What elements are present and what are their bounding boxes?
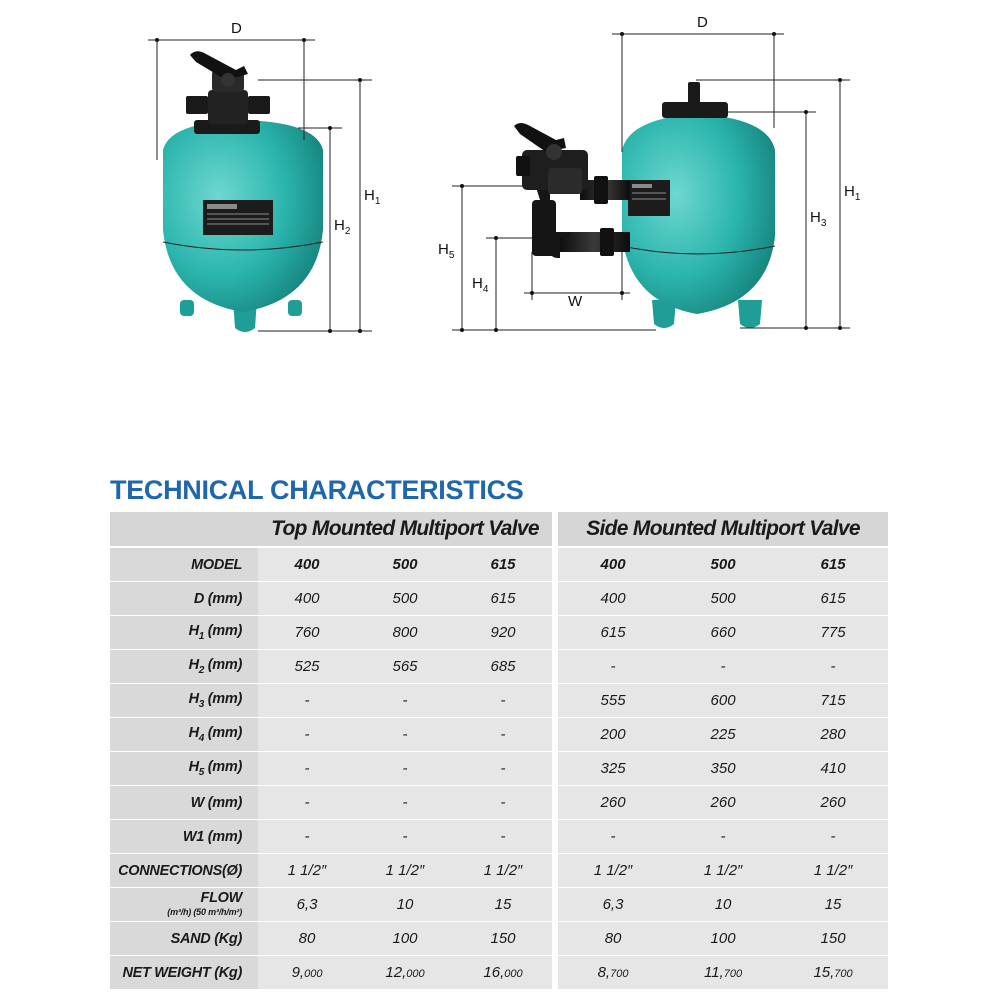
row-label — [110, 650, 258, 684]
dim-label-w: W — [568, 293, 583, 310]
table-cell: - — [454, 752, 552, 786]
table-cell: 615 — [558, 616, 668, 650]
table-cell: 500 — [356, 547, 454, 582]
row-label — [110, 616, 258, 650]
table-cell: 715 — [778, 684, 888, 718]
group-header-top-mounted: Top Mounted Multiport Valve — [258, 512, 552, 547]
row-label: NET WEIGHT (Kg) — [110, 956, 258, 990]
top-mounted-filter-illustration — [163, 51, 323, 332]
table-cell: 760 — [258, 616, 356, 650]
cell-value-small: 700 — [723, 968, 743, 980]
row-label — [110, 888, 258, 922]
row-label — [110, 684, 258, 718]
table-cell: - — [668, 820, 778, 854]
technical-characteristics-table — [110, 512, 888, 990]
row-label-subscript: 2 — [198, 664, 205, 676]
dim-label-h3-sub: 3 — [820, 218, 827, 229]
side-mounted-filter-illustration — [514, 82, 775, 328]
svg-text:H5 — [438, 241, 455, 261]
table-cell: 15 — [454, 888, 552, 922]
dim-label-h5: H — [438, 241, 449, 258]
table-row — [110, 888, 888, 922]
table-cell: 1 1/2″ — [668, 854, 778, 888]
svg-text:H1 — [364, 187, 381, 207]
table-cell: 1 1/2″ — [356, 854, 454, 888]
table-cell: 100 — [356, 922, 454, 956]
table-cell: 1 1/2″ — [454, 854, 552, 888]
table-cell: 555 — [558, 684, 668, 718]
table-cell: 565 — [356, 650, 454, 684]
table-cell: 260 — [558, 786, 668, 820]
dim-label-h5-sub: 5 — [448, 250, 455, 261]
dim-label-h1: H — [844, 183, 855, 200]
row-label: SAND (Kg) — [110, 922, 258, 956]
table-cell — [778, 956, 888, 990]
row-label-main: H — [188, 623, 199, 640]
row-label — [110, 718, 258, 752]
row-label: MODEL — [110, 547, 258, 582]
table-row — [110, 752, 888, 786]
svg-text:H3 — [810, 209, 827, 229]
row-label-main: H — [188, 759, 199, 776]
table-cell: 225 — [668, 718, 778, 752]
table-cell: - — [258, 752, 356, 786]
table-cell: - — [778, 650, 888, 684]
row-label: W1 (mm) — [110, 820, 258, 854]
cell-value-small: 700 — [610, 968, 629, 980]
table-cell: 280 — [778, 718, 888, 752]
table-cell: 1 1/2″ — [778, 854, 888, 888]
table-cell: 920 — [454, 616, 552, 650]
table-row — [110, 820, 888, 854]
table-cell: 615 — [778, 547, 888, 582]
dim-label-h1-sub: 1 — [374, 196, 381, 207]
dim-label-d: D — [231, 20, 242, 37]
section-title: TECHNICAL CHARACTERISTICS — [110, 475, 524, 505]
dim-label-h4-sub: 4 — [482, 284, 489, 295]
dim-label-h3: H — [810, 209, 821, 226]
row-label-unit: (mm) — [204, 725, 242, 742]
row-label: D (mm) — [110, 582, 258, 616]
table-cell: 325 — [558, 752, 668, 786]
dim-label-h2: H — [334, 217, 345, 234]
table-cell: 660 — [668, 616, 778, 650]
table-cell: - — [356, 820, 454, 854]
cell-value-main: 8, — [597, 964, 611, 981]
table-cell: - — [356, 752, 454, 786]
table-row — [110, 547, 888, 582]
cell-value-main: 15, — [813, 964, 835, 981]
row-label-unit: (mm) — [204, 691, 242, 708]
row-label-main: H — [188, 725, 199, 742]
row-label-unit: (mm) — [204, 623, 242, 640]
table-cell: - — [454, 820, 552, 854]
row-label-subscript: 3 — [198, 698, 205, 710]
table-cell: 525 — [258, 650, 356, 684]
table-cell: 615 — [778, 582, 888, 616]
table-cell: 600 — [668, 684, 778, 718]
table-cell: 150 — [778, 922, 888, 956]
table-cell: 150 — [454, 922, 552, 956]
cell-value-small: 000 — [304, 968, 323, 980]
table-cell: 400 — [558, 547, 668, 582]
row-label-subscript: 5 — [198, 766, 205, 778]
dim-label-h4: H — [472, 275, 483, 292]
product-figures — [0, 0, 1000, 470]
table-cell: 615 — [454, 547, 552, 582]
row-label-subscript: 4 — [198, 732, 205, 744]
cell-value-main: 12, — [385, 964, 407, 981]
cell-value-small: 000 — [406, 968, 425, 980]
dim-label-h2-sub: 2 — [344, 226, 351, 237]
table-cell: - — [558, 820, 668, 854]
table-cell — [668, 956, 778, 990]
table-cell: 500 — [356, 582, 454, 616]
table-cell: 800 — [356, 616, 454, 650]
table-cell: 685 — [454, 650, 552, 684]
table-cell: 775 — [778, 616, 888, 650]
table-cell: - — [356, 786, 454, 820]
table-cell: 1 1/2″ — [258, 854, 356, 888]
cell-value-main: 11, — [703, 964, 724, 981]
table-cell: 6,3 — [258, 888, 356, 922]
table-cell: 200 — [558, 718, 668, 752]
svg-text:H2 — [334, 217, 351, 237]
table-cell: - — [454, 684, 552, 718]
table-cell: - — [356, 718, 454, 752]
table-cell: 80 — [258, 922, 356, 956]
row-label-main: H — [188, 657, 199, 674]
row-label: W (mm) — [110, 786, 258, 820]
table-cell: - — [778, 820, 888, 854]
table-row — [110, 786, 888, 820]
table-row — [110, 854, 888, 888]
table-cell — [558, 956, 668, 990]
table-row — [110, 582, 888, 616]
table-cell: 15 — [778, 888, 888, 922]
cell-value-main: 9, — [291, 964, 305, 981]
table-cell: 410 — [778, 752, 888, 786]
table-cell: - — [258, 718, 356, 752]
table-cell: - — [258, 820, 356, 854]
table-cell: 6,3 — [558, 888, 668, 922]
table-body — [110, 547, 888, 990]
table-row — [110, 922, 888, 956]
table-cell: - — [454, 786, 552, 820]
row-label-subscript: 1 — [198, 630, 205, 642]
dim-label-h1: H — [364, 187, 375, 204]
table-cell: 80 — [558, 922, 668, 956]
table-cell: 1 1/2″ — [558, 854, 668, 888]
table-cell — [258, 956, 356, 990]
row-label-units: (m³/h) (50 m³/h/m²) — [167, 906, 242, 917]
table-cell: 260 — [778, 786, 888, 820]
cell-value-main: 16, — [483, 964, 505, 981]
table-cell: - — [258, 786, 356, 820]
table-row — [110, 616, 888, 650]
table-header-row — [110, 512, 888, 547]
table-cell: - — [356, 684, 454, 718]
table-cell: 615 — [454, 582, 552, 616]
table-cell — [454, 956, 552, 990]
table-cell: 350 — [668, 752, 778, 786]
cell-value-small: 000 — [504, 968, 523, 980]
table-cell: 400 — [258, 582, 356, 616]
table-cell: 10 — [356, 888, 454, 922]
dim-label-h1-sub: 1 — [854, 192, 861, 203]
row-label-unit: (mm) — [204, 657, 242, 674]
table-cell: 400 — [558, 582, 668, 616]
row-label — [110, 752, 258, 786]
table-row — [110, 956, 888, 990]
table-cell: 500 — [668, 582, 778, 616]
svg-text:H1 — [844, 183, 861, 203]
group-header-side-mounted: Side Mounted Multiport Valve — [558, 512, 888, 547]
table-cell: - — [454, 718, 552, 752]
cell-value-small: 700 — [834, 968, 853, 980]
row-label-main: H — [188, 691, 199, 708]
dim-label-d: D — [697, 14, 708, 31]
table-cell — [356, 956, 454, 990]
table-cell: 500 — [668, 547, 778, 582]
table-cell: - — [668, 650, 778, 684]
table-row — [110, 650, 888, 684]
table-cell: - — [258, 684, 356, 718]
header-blank-cell — [110, 512, 258, 547]
row-label: CONNECTIONS(Ø) — [110, 854, 258, 888]
table-cell: - — [558, 650, 668, 684]
table-row — [110, 684, 888, 718]
table-row — [110, 718, 888, 752]
table-cell: 400 — [258, 547, 356, 582]
table-cell: 100 — [668, 922, 778, 956]
row-label-main: FLOW — [200, 889, 242, 906]
svg-text:H4 — [472, 275, 489, 295]
row-label-unit: (mm) — [204, 759, 242, 776]
table-cell: 260 — [668, 786, 778, 820]
table-cell: 10 — [668, 888, 778, 922]
